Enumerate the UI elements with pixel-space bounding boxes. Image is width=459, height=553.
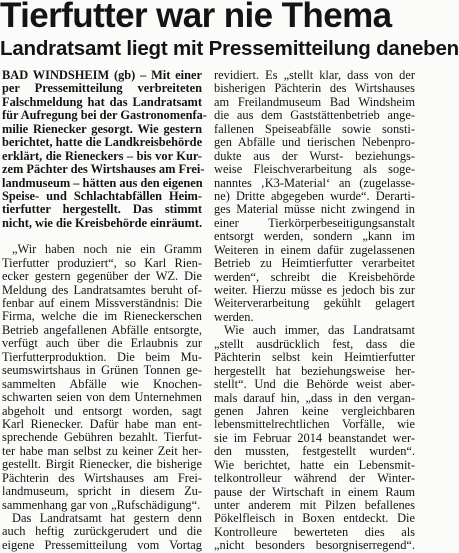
- right-column-line: Pächterin selbst kein Heimtierfutter: [214, 350, 415, 365]
- right-column-line: ges Material müsse nicht zwingend in: [214, 202, 415, 217]
- right-column-line: gen Abfälle und tierischen Nebenpro-: [214, 135, 415, 150]
- right-column-line: stellt“. Und die Behörde weist aber-: [214, 377, 415, 392]
- right-column-line: telkontrolleur während der Winter-: [214, 471, 415, 486]
- left-column-line: eigene Pressemitteilung vom Vortag: [2, 537, 202, 552]
- right-column-line: werden.: [214, 309, 254, 324]
- right-column-line: weiter. Hierzu müsse es jedoch bis zur: [214, 283, 415, 297]
- right-column-line: Wie berichtet, hatte ein Lebensmit-: [214, 457, 415, 472]
- right-column-line: fallenen Speiseabfälle sowie sonsti-: [214, 121, 415, 136]
- right-column-line: „stellt ausdrücklich fest, dass die: [214, 336, 415, 351]
- left-column-line: gestellt. Birgit Rienecker, die bisherige: [2, 457, 202, 472]
- right-column-line: Betrieb zu Heimtierfutter verarbeitet: [214, 256, 415, 271]
- right-column-line: mals darauf hin, „dass in den vergan-: [214, 390, 415, 405]
- left-column-line: Speise- und Schlachtabfällen Heim-: [2, 188, 202, 203]
- right-column-line: revidiert. Es „stellt klar, dass von der: [214, 68, 415, 82]
- left-column-line: zem Pächter des Wirtshauses am Frei-: [2, 162, 205, 177]
- right-column-line: pause der Wirtschaft in einem Raum: [214, 484, 415, 499]
- right-column-line: Pökelfleisch in Boxen entdeckt. Die: [214, 511, 415, 526]
- right-column-line: weise Fleischverarbeitung als soge-: [214, 162, 415, 177]
- left-column-line: sammenhang gar von „Rufschädigung“.: [2, 497, 201, 512]
- left-column-line: Pächterin des Wirtshauses am Frei-: [2, 470, 202, 485]
- left-column-line: landmuseum – hätten aus den eigenen: [2, 175, 203, 190]
- right-column-line: am Freilandmuseum Bad Windsheim: [214, 94, 415, 109]
- left-column-line: Tierfutter produziert“, so Karl Rien-: [2, 255, 202, 270]
- right-column-line: Wie auch immer, das Landratsamt: [224, 323, 415, 338]
- left-column-line: Karl Rienecker. Dafür habe man ent-: [2, 416, 202, 431]
- left-column-line: seumswirtshaus in Grünen Tonnen ge-: [2, 363, 202, 378]
- left-column-line: schwarten seien von dem Unternehmen: [2, 390, 202, 405]
- right-column-line: sie im Februar 2014 beanstandet wer-: [214, 430, 415, 445]
- left-column-line: ter habe man selbst zu keiner Zeit her-: [2, 443, 202, 458]
- left-column-line: auch heftig zurückgerudert und die: [2, 524, 202, 539]
- right-column-line: „nicht besonders besorgniserregend“.: [214, 538, 415, 553]
- article-column-left: [2, 68, 207, 552]
- right-column-line: Weiteren in einem dafür zugelassenen: [214, 242, 415, 257]
- left-column-line: „Wir haben noch nie ein Gramm: [12, 242, 202, 257]
- left-column-line: erklärt, die Rieneckers – bis vor Kur-: [2, 148, 202, 163]
- left-column-line: fenbar auf einem Missverständnis: Die: [2, 296, 202, 310]
- right-column-line: die aus dem Gaststättenbetrieb ange-: [214, 108, 415, 123]
- left-column-line: Falschmeldung hat das Landratsamt: [2, 94, 202, 109]
- right-column-line: den mussten, festgestellt wurden“.: [214, 444, 415, 459]
- right-column-line: hergestellt hat beziehungsweise her-: [214, 363, 415, 378]
- right-column-line: genen Jahren keine vergleichbaren: [214, 403, 415, 418]
- left-column-line: milie Rienecker gesorgt. Wie gestern: [2, 121, 202, 136]
- article-column-right: [214, 68, 415, 553]
- left-column-line: nicht, wie die Kreisbehörde einräumt.: [2, 215, 203, 230]
- left-column-line: verfügt auch über die Erlaubnis zur: [2, 336, 202, 351]
- left-column-line: Tierfutterproduktion. Die beim Mu-: [2, 349, 202, 364]
- right-column-line: Kontrolleure bewerteten dies als: [214, 524, 415, 539]
- left-column-line: Firma, welche die im Rieneckerschen: [2, 309, 202, 324]
- right-column-line: unter anderem mit Pilzen befallenes: [214, 498, 415, 512]
- headline: Tierfutter war nie Thema: [0, 0, 392, 35]
- right-column-line: werden“, schreibt die Kreisbehörde: [214, 269, 415, 284]
- right-column-line: nanntes ‚K3-Material‘ an (zugelasse-: [214, 175, 415, 190]
- left-column-line: tierfutter hergestellt. Das stimmt: [2, 202, 202, 217]
- right-column-line: einer Tierkörperbeseitigungsanstalt: [214, 215, 415, 230]
- left-column-line: Meldung des Landratsamtes beruht of-: [2, 282, 202, 297]
- right-column-line: bisherigen Pächterin des Wirtshauses: [214, 81, 415, 96]
- left-column-line: per Pressemitteilung verbreiteten: [2, 81, 202, 96]
- subheadline: Landratsamt liegt mit Pressemitteilung daneben: [0, 37, 459, 60]
- right-column-line: Weiterverarbeitung gekühlt gelagert: [214, 296, 415, 311]
- left-column-line: Das Landratsamt hat gestern denn: [12, 511, 202, 525]
- left-column-line: ecker gestern gegenüber der WZ. Die: [2, 269, 202, 284]
- right-column-line: lebensmittelrechtlichen Vorfälle, wie: [214, 417, 415, 432]
- left-column-line: BAD WINDSHEIM (gb) – Mit einer: [2, 68, 202, 82]
- left-column-line: sprechende Gebühren bezahlt. Tierfut-: [2, 430, 202, 445]
- left-column-line: Betrieb angefallenen Abfälle entsorgte,: [2, 322, 202, 337]
- left-column-line: sammelten Abfälle wie Knochen-: [2, 376, 202, 391]
- left-column-line: abgeholt und entsorgt worden, sagt: [2, 403, 202, 418]
- left-column-line: berichtet, hatte die Landkreisbehörde: [2, 135, 203, 150]
- left-column-line: für Aufregung bei der Gastronomenfa-: [2, 108, 207, 123]
- right-column-line: ne) Dritte abgegeben wurde“. Derarti-: [214, 188, 415, 203]
- right-column-line: entsorgt werden, sondern „kann im: [214, 229, 415, 244]
- right-column-line: dukte aus der Wurst- beziehungs-: [214, 148, 415, 163]
- left-column-line: landmuseum, spricht in diesem Zu-: [2, 484, 202, 499]
